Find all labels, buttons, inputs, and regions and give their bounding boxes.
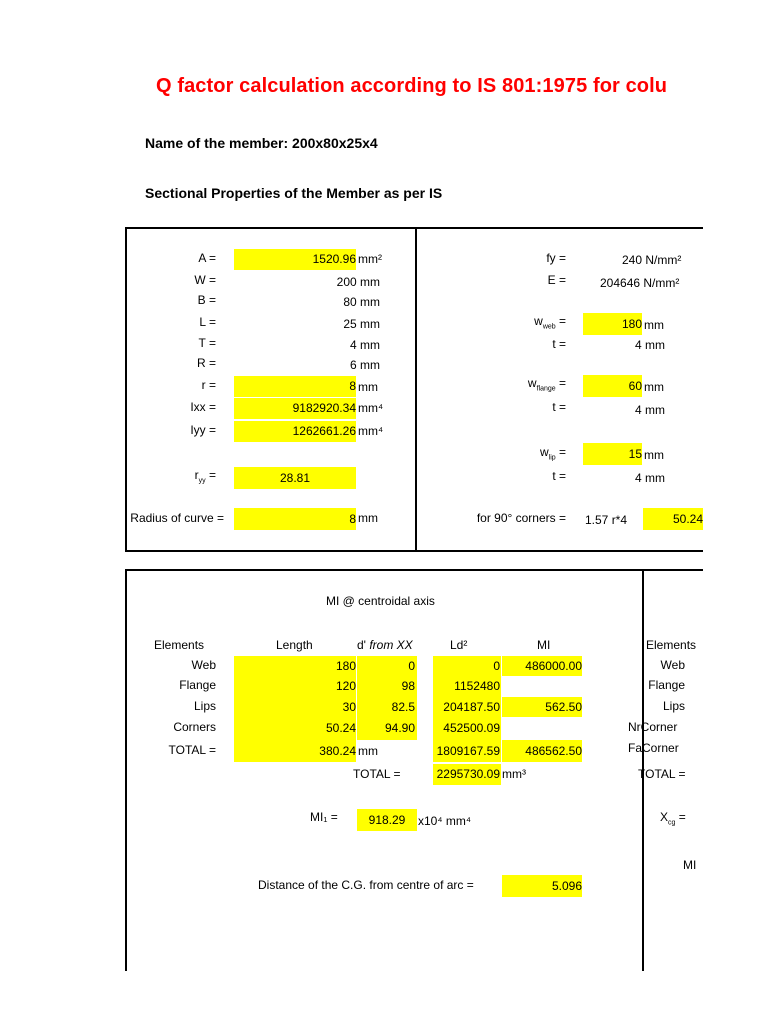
value-wweb: 180	[583, 313, 642, 335]
row-flange-d: 98	[401, 679, 415, 693]
unit-Ixx: mm⁴	[358, 401, 384, 415]
total2-unit: mm³	[502, 767, 526, 781]
unit-wweb: mm	[644, 318, 664, 332]
total-mi: 486562.50	[525, 744, 582, 758]
label-t-lip: t =	[552, 469, 566, 483]
total2-label: TOTAL =	[353, 767, 401, 781]
right-row-far-corner: FaCorner	[628, 741, 679, 755]
label-wflange: $w_{flange}$ =	[527, 376, 566, 393]
value-t-flange: 4 mm	[635, 403, 665, 417]
right-row-nr-corner: NrCorner	[628, 720, 678, 734]
value-A: 1520.96	[234, 249, 356, 270]
value-E: 204646 N/mm²	[600, 276, 680, 290]
label-E: E =	[547, 273, 566, 287]
row-web-d: 0	[408, 659, 415, 673]
row-flange-length: 120	[335, 679, 356, 693]
unit-A: mm²	[358, 252, 382, 266]
value-R: 6 mm	[350, 358, 380, 372]
unit-Iyy: mm⁴	[358, 424, 384, 438]
properties-divider	[415, 229, 417, 550]
value-L: 25 mm	[343, 317, 380, 331]
unit-wlip: mm	[644, 448, 664, 462]
total2-value: 2295730.09	[436, 767, 500, 781]
value-Ixx: 9182920.34	[234, 398, 356, 419]
right-xcg-label: $X_{cg}$ =	[660, 810, 686, 827]
value-wflange: 60	[583, 375, 642, 397]
total-length: 380.24	[319, 744, 356, 758]
label-corners: for 90° corners =	[476, 511, 566, 525]
value-wlip: 15	[583, 443, 642, 465]
value-t-web: 4 mm	[635, 338, 665, 352]
unit-radius-curve: mm	[358, 511, 378, 525]
label-radius-curve: Radius of curve =	[130, 511, 224, 525]
value-W: 200 mm	[336, 275, 380, 289]
mi1-unit: x10⁴ mm⁴	[418, 814, 471, 828]
row-web-mi: 486000.00	[525, 659, 582, 673]
value-t-lip: 4 mm	[635, 471, 665, 485]
col-ld2: Ld²	[450, 638, 468, 652]
right-row-web: Web	[660, 658, 685, 672]
page-title: Q factor calculation according to IS 801:1975 for colu	[156, 75, 668, 97]
col-mi: MI	[537, 638, 551, 652]
label-R: R =	[196, 356, 216, 370]
label-t-web: t =	[552, 337, 566, 351]
label-r: r =	[201, 378, 216, 392]
mi1-label: MI₁ =	[310, 810, 338, 824]
value-T: 4 mm	[350, 338, 380, 352]
unit-wflange: mm	[644, 380, 664, 394]
row-corners-name: Corners	[173, 720, 216, 734]
row-lips-length: 30	[342, 700, 356, 714]
row-corners-d: 94.90	[384, 721, 415, 735]
label-Ixx: Ixx =	[190, 400, 216, 414]
label-T: T =	[198, 336, 216, 350]
right-row-lips: Lips	[662, 699, 685, 713]
section-heading: Sectional Properties of the Member as per IS	[145, 185, 443, 201]
mi1-value: 918.29	[357, 809, 417, 831]
total-label: TOTAL =	[168, 743, 216, 757]
row-flange-ld2: 1152480	[454, 679, 500, 693]
member-name: Name of the member: 200x80x25x4	[145, 135, 378, 151]
value-B: 80 mm	[343, 295, 380, 309]
col-length: Length	[276, 638, 313, 652]
right-mi-partial: MI	[683, 858, 697, 872]
col-d: d' from XX	[357, 638, 413, 652]
total-length-unit: mm	[358, 744, 378, 758]
label-A: A =	[198, 251, 216, 265]
row-corners-ld2: 452500.09	[443, 721, 500, 735]
row-lips-name: Lips	[193, 699, 216, 713]
label-t-flange: t =	[552, 400, 566, 414]
label-Iyy: Iyy =	[190, 423, 216, 437]
label-L: L =	[199, 315, 216, 329]
label-W: W =	[194, 273, 216, 287]
value-radius-curve: 8	[234, 508, 356, 530]
right-total-label: TOTAL =	[638, 767, 686, 781]
row-corners-length: 50.24	[325, 721, 356, 735]
label-wlip: $w_{lip}$ =	[539, 445, 566, 462]
cg-distance-label: Distance of the C.G. from centre of arc =	[258, 878, 474, 892]
row-web-length: 180	[335, 659, 356, 673]
mi-heading: MI @ centroidal axis	[326, 594, 435, 608]
corners-formula: 1.57 r*4	[585, 513, 628, 527]
mi-box	[125, 569, 727, 971]
col-elements: Elements	[154, 638, 205, 652]
label-fy: fy =	[546, 251, 566, 265]
label-ryy: $r_{yy}$ =	[194, 468, 216, 485]
value-ryy: 28.81	[234, 467, 356, 489]
total-ld2: 1809167.59	[436, 744, 500, 758]
row-lips-d: 82.5	[391, 700, 415, 714]
value-corners: 50.24	[643, 508, 703, 530]
label-wweb: $w_{web}$ =	[534, 314, 566, 331]
row-lips-mi: 562.50	[545, 700, 582, 714]
unit-r: mm	[358, 380, 378, 394]
row-flange-name: Flange	[179, 678, 216, 692]
right-edge-mask	[703, 0, 768, 1024]
label-B: B =	[197, 293, 216, 307]
value-r: 8	[234, 376, 356, 397]
value-Iyy: 1262661.26	[234, 421, 356, 442]
row-web-name: Web	[191, 658, 216, 672]
value-fy: 240 N/mm²	[622, 253, 682, 267]
right-row-flange: Flange	[648, 678, 685, 692]
row-web-ld2: 0	[493, 659, 500, 673]
right-col-elements: Elements	[646, 638, 697, 652]
cg-distance-value: 5.096	[502, 875, 582, 897]
row-lips-ld2: 204187.50	[443, 700, 500, 714]
